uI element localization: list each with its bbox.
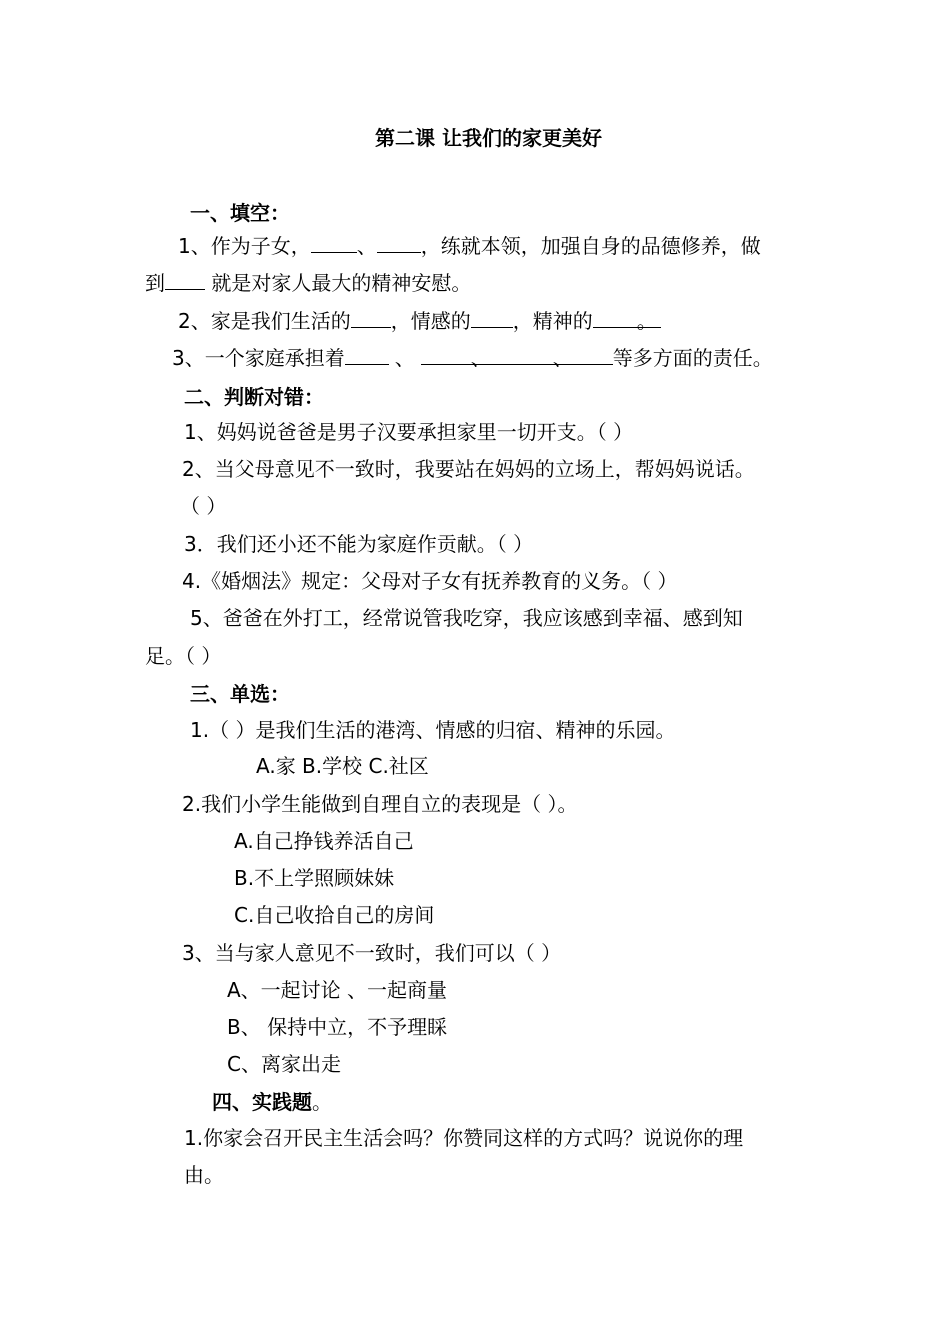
judge-question-4: 4.《婚烟法》规定：父母对子女有抚养教育的义务。（ ） — [182, 569, 678, 593]
choice-question-1: 1.（ ）是我们生活的港湾、情感的归宿、精神的乐园。 — [190, 718, 676, 742]
judge-question-3: 3．我们还小还不能为家庭作贡献。（ ） — [184, 532, 534, 556]
fill-q1-text-c: 到 — [145, 271, 165, 295]
answer-blank[interactable] — [421, 344, 471, 365]
fill-q3-separator-2: 、 — [470, 346, 491, 370]
practice-question-1-cont: 由。 — [184, 1163, 224, 1187]
section-practice-heading-text: 四、实践题 — [212, 1090, 312, 1114]
answer-blank[interactable] — [351, 307, 391, 328]
answer-blank[interactable] — [491, 344, 553, 365]
choice-question-2-option-a: A.自己挣钱养活自己 — [234, 829, 414, 853]
choice-question-2: 2.我们小学生能做到自理自立的表现是（ ）。 — [182, 792, 578, 816]
section-practice-heading — [212, 1088, 332, 1116]
fill-q2-text-b: ，情感的 — [390, 309, 471, 333]
choice-question-1-options: A.家 B.学校 C.社区 — [256, 754, 429, 778]
choice-question-2-option-c: C.自己收拾自己的房间 — [234, 903, 435, 927]
answer-blank[interactable] — [471, 307, 513, 328]
fill-q3-separator-1: 、 — [394, 346, 415, 370]
fill-q1-text-d: 就是对家人最大的精神安慰。 — [205, 271, 472, 295]
choice-question-3-option-c: C、离家出走 — [227, 1052, 341, 1076]
judge-question-2-cont: （ ） — [180, 494, 227, 518]
fill-q1-text-a: 1、作为子女， — [178, 234, 311, 258]
fill-q3-separator-3: 、 — [552, 346, 573, 370]
section-practice-heading-end: 。 — [312, 1090, 332, 1114]
judge-question-1: 1、妈妈说爸爸是男子汉要承担家里一切开支。（ ） — [184, 420, 634, 444]
fill-question-1 — [178, 232, 761, 260]
choice-question-3-option-b: B、 保持中立，不予理睬 — [227, 1015, 448, 1039]
answer-blank[interactable] — [573, 344, 613, 365]
page-title: 第二课 让我们的家更美好 — [375, 126, 602, 150]
answer-blank[interactable] — [311, 232, 357, 253]
fill-q2-text-a: 2、家是我们生活的 — [178, 309, 351, 333]
fill-q2-period: 。 — [637, 307, 661, 328]
section-judge-heading: 二、判断对错： — [184, 385, 324, 409]
answer-blank[interactable] — [593, 307, 637, 328]
answer-blank[interactable] — [377, 232, 421, 253]
answer-blank[interactable] — [345, 344, 389, 365]
fill-q2-text-c: ，精神的 — [512, 309, 593, 333]
section-choice-heading: 三、单选： — [190, 682, 290, 706]
fill-question-2 — [178, 307, 661, 335]
choice-question-3-option-a: A、一起讨论 、一起商量 — [227, 978, 448, 1002]
judge-question-2: 2、当父母意见不一致时，我要站在妈妈的立场上，帮妈妈说话。 — [182, 457, 755, 481]
practice-question-1: 1.你家会召开民主生活会吗？你赞同这样的方式吗？说说你的理 — [184, 1126, 744, 1150]
fill-q3-text-b: 等多方面的责任。 — [612, 346, 773, 370]
fill-q3-text-a: 3、一个家庭承担着 — [172, 346, 345, 370]
fill-question-1-cont — [145, 269, 471, 297]
judge-question-5-cont: 足。（ ） — [145, 644, 222, 668]
section-fill-heading: 一、填空： — [190, 201, 290, 225]
fill-q1-text-b: ，练就本领，加强自身的品德修养，做 — [420, 234, 761, 258]
choice-question-3: 3、当与家人意见不一致时，我们可以（ ） — [182, 941, 562, 965]
fill-question-3 — [172, 344, 773, 372]
judge-question-5: 5、爸爸在外打工，经常说管我吃穿，我应该感到幸福、感到知 — [190, 606, 743, 630]
choice-question-2-option-b: B.不上学照顾妹妹 — [234, 866, 395, 890]
answer-blank[interactable] — [165, 269, 205, 290]
fill-q1-separator: 、 — [356, 234, 377, 258]
